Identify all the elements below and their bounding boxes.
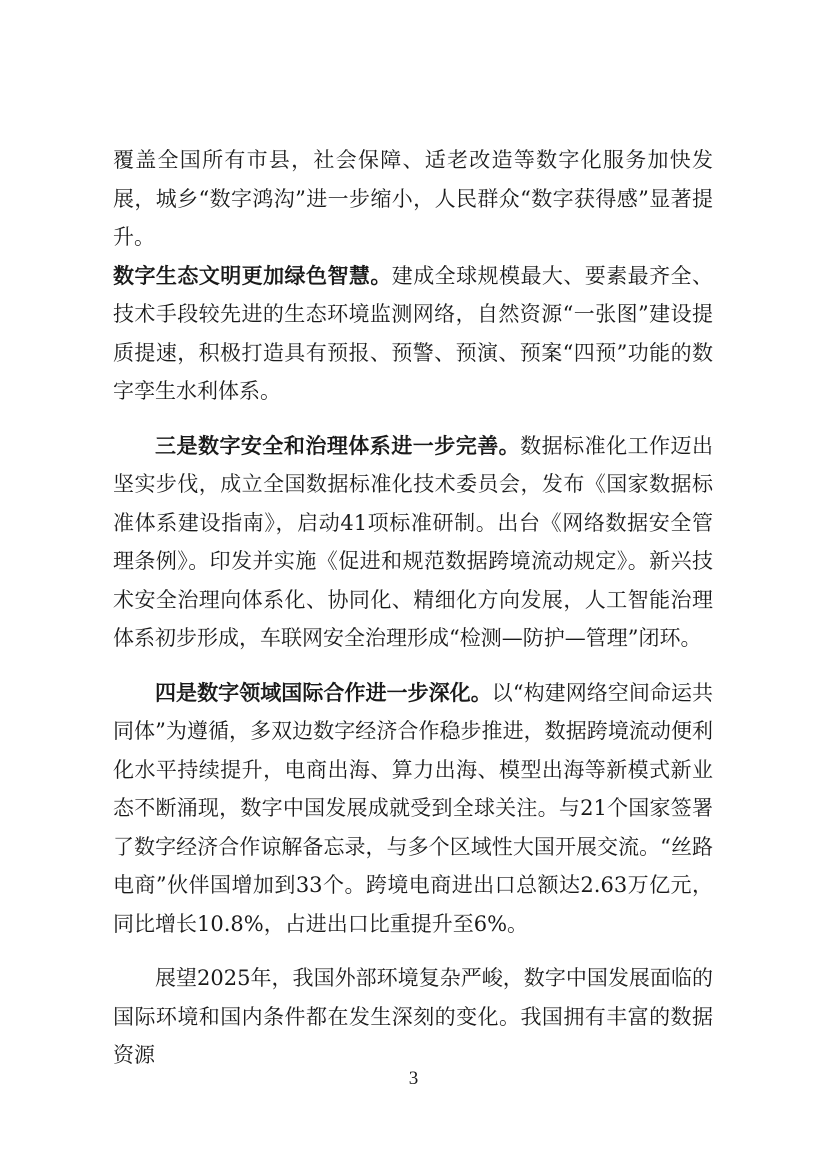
paragraph-lead: 数字生态文明更加绿色智慧。 [113,262,392,288]
paragraph-international-cooperation [113,674,713,944]
paragraph-text: 数据标准化工作迈出坚实步伐，成立全国数据标准化技术委员会，发布《国家数据标准体系建设指南》，启动41项标准研制。出台《网络数据安全管理条例》。印发并实施《促进和规范数据跨境流动规定》。新兴技术安全治理向体系化、协同化、精细化方向发展，人工智能治理体系初步形成，车联网安全治理形成“检测—防护—管理”闭环。 [113,433,714,650]
paragraph-lead: 三是数字安全和治理体系进一步完善。 [155,432,521,458]
paragraph-text: 展望2025年，我国外部环境复杂严峻，数字中国发展面临的国际环境和国内条件都在发生深刻的变化。我国拥有丰富的数据资源 [113,966,713,1067]
paragraph-outlook [113,959,713,1075]
paragraph-continuation [113,141,713,257]
paragraph-text: 建成全球规模最大、要素最齐全、技术手段较先进的生态环境监测网络，自然资源“一张图”建设提质提速，积极打造具有预报、预警、预演、预案“四预”功能的数字孪生水利体系。 [113,263,714,403]
paragraph-lead: 四是数字领域国际合作进一步深化。 [155,679,492,705]
paragraph-text: 覆盖全国所有市县，社会保障、适老改造等数字化服务加快发展，城乡“数字鸿沟”进一步缩小，人民群众“数字获得感”显著提升。 [113,148,713,249]
paragraph-text: 以“构建网络空间命运共同体”为遵循，多双边数字经济合作稳步推进，数据跨境流动便利化水平持续提升，电商出海、算力出海、模型出海等新模式新业态不断涌现，数字中国发展成就受到全球关注。与21个国家签署了数字经济合作谅解备忘录，与多个区域性大国开展交流。“丝路电商”伙伴国增加到33个。跨境电商进出口总额达2.63万亿元，同比增长10.8%，占进出口比重提升至6%。 [113,680,713,936]
paragraph-digital-ecology [113,257,713,411]
body-text [113,141,713,1075]
paragraph-security-governance [113,427,713,658]
page-number: 3 [408,1068,419,1089]
